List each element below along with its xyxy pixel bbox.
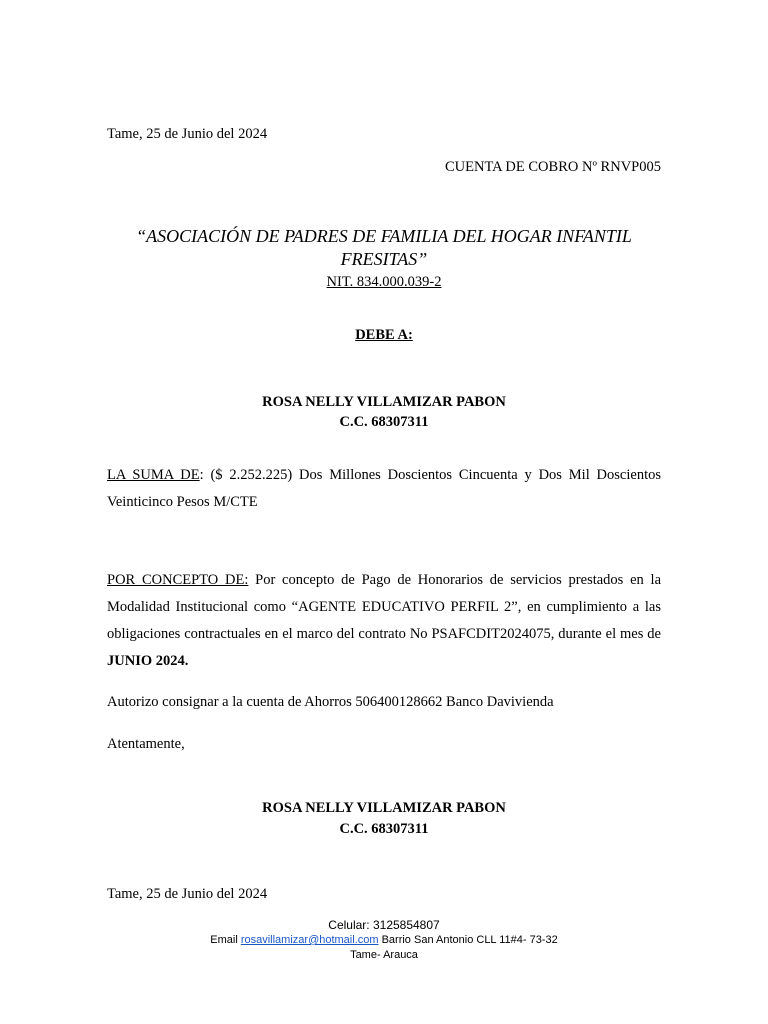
- footer-city: Tame- Arauca: [350, 949, 418, 961]
- creditor-name: ROSA NELLY VILLAMIZAR PABON: [262, 394, 506, 410]
- footer-contact-line: [80, 933, 688, 948]
- footer-block: [80, 918, 688, 963]
- footer-address: Barrio San Antonio CLL 11#4- 73-32: [378, 934, 558, 946]
- organization-name-line1: “ASOCIACIÓN DE PADRES DE FAMILIA DEL HOGAR INFANTIL: [136, 226, 632, 246]
- amount-label: LA SUMA DE: [107, 467, 200, 483]
- debe-a-text: DEBE A:: [355, 327, 413, 343]
- footer-date: Tame, 25 de Junio del 2024: [107, 886, 268, 902]
- authorization-text: Autorizo consignar a la cuenta de Ahorros 506400128662 Banco Daviviendа: [107, 694, 554, 710]
- place-date: Tame, 25 de Junio del 2024: [107, 126, 268, 142]
- creditor-cc: C.C. 68307311: [339, 414, 429, 430]
- footer-email-link[interactable]: rosavillamizar@hotmail.com: [240, 934, 379, 946]
- organization-name-line2: FRESITAS”: [340, 249, 428, 269]
- amount-paragraph: [107, 462, 661, 516]
- amount-text: : ($ 2.252.225) Dos Millones Doscientos Cincuenta y Dos Mil Doscientos Veinticinco Pesos M/CTE: [107, 467, 661, 510]
- concept-label: POR CONCEPTO DE:: [107, 572, 249, 588]
- closing-text: Atentamente,: [107, 736, 185, 752]
- organization-nit: [80, 272, 688, 292]
- concept-paragraph: [107, 567, 661, 675]
- footer-phone: Celular: 3125854807: [328, 918, 440, 932]
- nit-text: NIT. 834.000.039-2: [326, 274, 442, 290]
- concept-text: Por concepto de Pago de Honorarios de servicios prestados en la Modalidad Institucional como “AGENTE EDUCATIVO PERFIL 2”, en cumplimiento a las obligaciones contractuales en el marco del contrato No PSAFCDIT2024075, durante el mes de: [107, 572, 661, 642]
- debe-a-heading: [80, 325, 688, 345]
- signature-name: ROSA NELLY VILLAMIZAR PABON: [262, 800, 506, 816]
- invoice-number: CUENTA DE COBRO Nº RNVP005: [444, 159, 661, 175]
- footer-email-label: Email: [210, 934, 241, 946]
- signature-cc: C.C. 68307311: [339, 821, 429, 837]
- concept-month: JUNIO 2024.: [107, 653, 189, 669]
